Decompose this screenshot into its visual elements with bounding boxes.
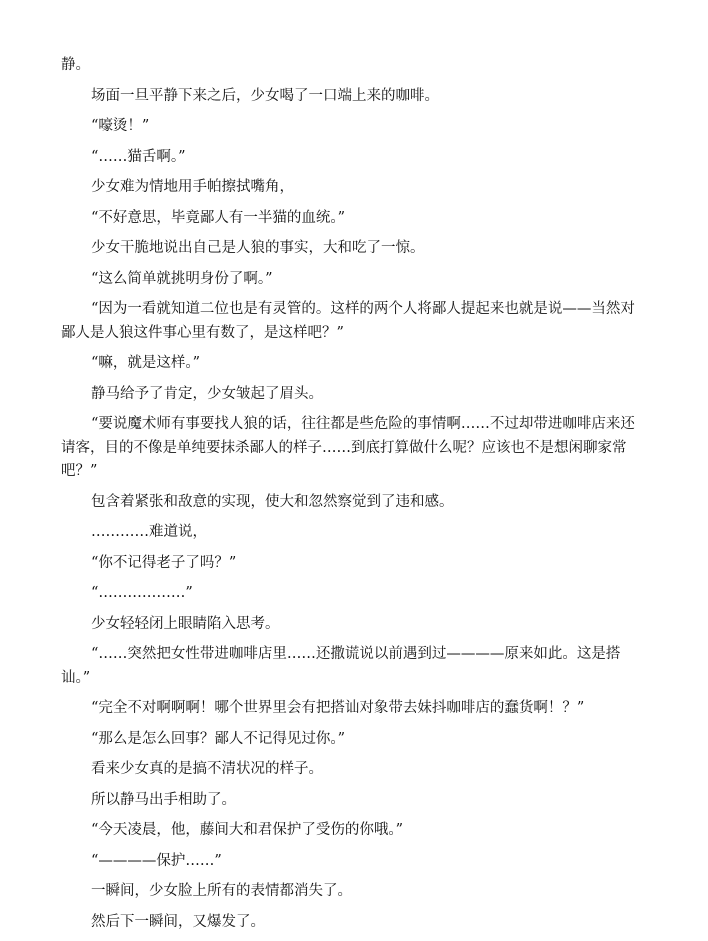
- paragraph: “要说魔术师有事要找人狼的话，往往都是些危险的事情啊……不过却带进咖啡店来还请客，目的不像是单纯要抹杀鄙人的样子……到底打算做什么呢？应该也不是想闲聊家常吧？”: [61, 416, 635, 479]
- paragraph: “……猫舌啊。”: [91, 148, 186, 165]
- paragraph: “你不记得老子了吗？”: [91, 554, 237, 571]
- paragraph: “……突然把女性带进咖啡店里……还撒谎说以前遇到过————原来如此。这是搭讪。”: [61, 646, 621, 686]
- paragraph: 场面一旦平静下来之后，少女喝了一口端上来的咖啡。: [91, 87, 439, 104]
- paragraph: 少女干脆地说出自己是人狼的事实，大和吃了一惊。: [91, 240, 425, 256]
- paragraph: “那么是怎么回事？鄙人不记得见过你。”: [91, 730, 346, 747]
- paragraph: “————保护……”: [91, 852, 222, 869]
- paragraph: “今天凌晨，他，藤间大和君保护了受伤的你哦。”: [91, 822, 404, 838]
- paragraph: “………………”: [91, 585, 193, 601]
- paragraph: “不好意思，毕竟鄙人有一半猫的血统。”: [91, 209, 346, 226]
- paragraph: 少女轻轻闭上眼睛陷入思考。: [91, 615, 280, 632]
- paragraph: 包含着紧张和敌意的实现，使大和忽然察觉到了违和感。: [91, 493, 454, 510]
- paragraph: “完全不对啊啊啊！哪个世界里会有把搭讪对象带去妹抖咖啡店的蠢货啊！？”: [91, 700, 585, 716]
- paragraph: “嚎烫！”: [91, 118, 150, 134]
- paragraph: 一瞬间，少女脸上所有的表情都消失了。: [91, 883, 352, 899]
- paragraph: 所以静马出手相助了。: [91, 791, 236, 808]
- paragraph: 然后下一瞬间，又爆发了。: [91, 913, 265, 930]
- paragraph: …………难道说，: [91, 524, 207, 540]
- paragraph: 看来少女真的是搞不清状况的样子。: [91, 761, 323, 777]
- paragraph: 静马给予了肯定，少女皱起了眉头。: [91, 385, 323, 402]
- paragraph: 少女难为情地用手帕擦拭嘴角，: [91, 179, 294, 195]
- paragraph: “因为一看就知道二位也是有灵管的。这样的两个人将鄙人提起来也就是说——当然对鄙人是人狼这件事心里有数了，是这样吧？”: [61, 301, 635, 341]
- paragraph: 静。: [61, 57, 90, 73]
- body-text: [61, 54, 645, 941]
- paragraph: “这么简单就挑明身份了啊。”: [91, 270, 273, 287]
- paragraph: “嘛，就是这样。”: [91, 355, 201, 371]
